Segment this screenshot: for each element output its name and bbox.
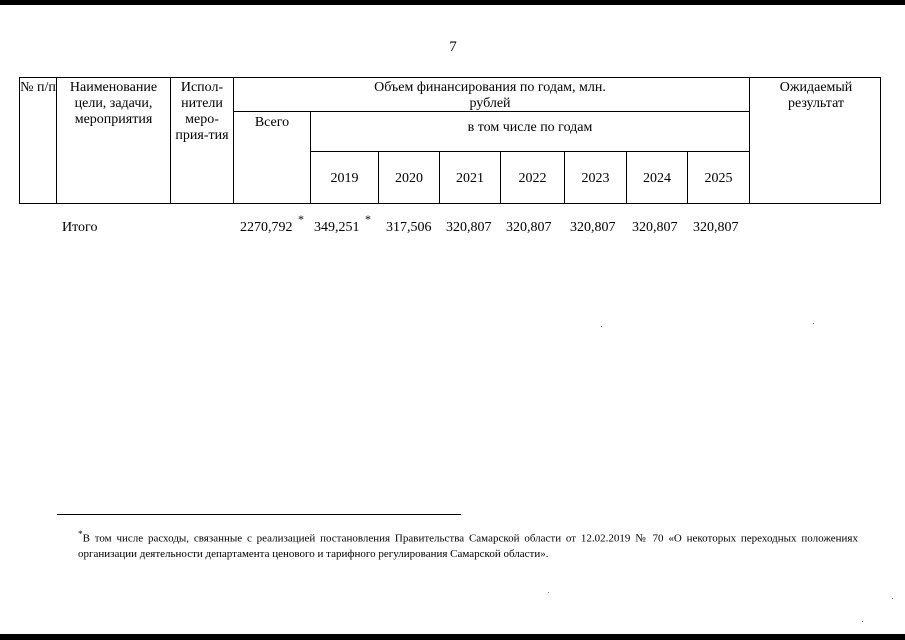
header-funding: Объем финансирования по годам, млн. рублей xyxy=(374,80,606,111)
header-executors: Испол-нители меро-прия-тия xyxy=(175,80,229,143)
header-year: 2025 xyxy=(704,171,733,186)
col-divider xyxy=(56,77,57,204)
col-divider xyxy=(233,77,234,204)
footnote-text: В том числе расходы, связанные с реализацией постановления Правительства Самарской области от 12.02.2019 № 70 «О некоторых переходных положениях организации деятельности департамента ценового и тарифного регулирования Самарской области». xyxy=(78,532,858,560)
total-row-value: 320,807 xyxy=(506,220,552,235)
table-top-border xyxy=(19,77,881,78)
header-name: Наименование цели, задачи, мероприятия xyxy=(69,80,158,127)
years-divider xyxy=(310,151,749,152)
table-header-bottom-border xyxy=(19,203,881,204)
table-right-border xyxy=(880,77,881,204)
total-row-value: 320,807 xyxy=(693,220,739,235)
total-row-label: Итого xyxy=(62,220,98,235)
header-year: 2023 xyxy=(581,171,610,186)
footnote-rule xyxy=(57,514,461,515)
header-num: № п/п xyxy=(20,80,56,95)
total-row-total: 2270,792 xyxy=(240,220,293,235)
header-year: 2024 xyxy=(643,171,671,186)
total-row-value: 349,251 xyxy=(314,220,360,235)
total-row-value: 317,506 xyxy=(386,220,432,235)
header-year: 2022 xyxy=(518,171,547,186)
footnote xyxy=(78,527,858,562)
header-year: 2021 xyxy=(456,171,484,186)
scan-speck xyxy=(548,592,549,593)
scan-speck xyxy=(601,326,602,327)
scan-speck xyxy=(813,323,814,324)
col-divider xyxy=(749,77,750,204)
col-divider xyxy=(170,77,171,204)
header-expected-result: Ожидаемый результат xyxy=(779,80,853,111)
total-row-value: 320,807 xyxy=(632,220,678,235)
table-left-border xyxy=(19,77,20,204)
footnote-marker: * xyxy=(365,212,371,226)
header-year: 2020 xyxy=(395,171,423,186)
header-total: Всего xyxy=(254,115,290,130)
scan-speck xyxy=(862,621,863,622)
header-by-years: в том числе по годам xyxy=(467,120,593,135)
total-row-value: 320,807 xyxy=(446,220,492,235)
scan-border-bottom xyxy=(0,634,905,640)
header-year: 2019 xyxy=(330,171,359,186)
scan-border-top xyxy=(0,0,905,5)
footnote-marker: * xyxy=(78,529,83,539)
page-number: 7 xyxy=(449,39,457,55)
footnote-marker: * xyxy=(298,212,304,226)
total-row-value: 320,807 xyxy=(570,220,616,235)
scan-speck xyxy=(892,598,893,599)
